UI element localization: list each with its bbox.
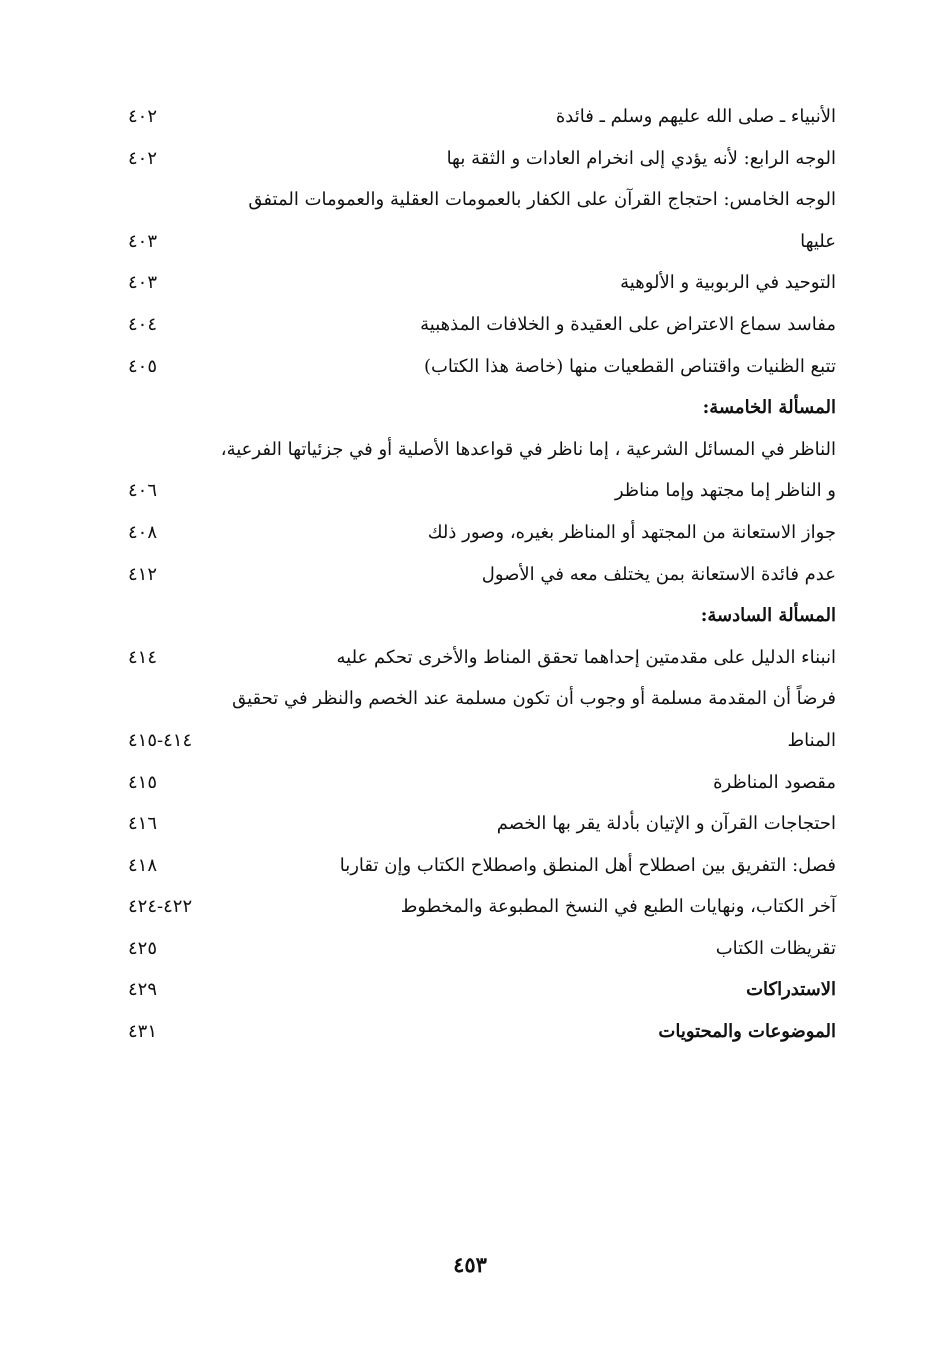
toc-entry-page: ٤١٢: [128, 563, 158, 585]
toc-entry-title: الناظر في المسائل الشرعية ، إما ناظر في قواعدها الأصلية أو في جزئياتها الفرعية،: [220, 438, 836, 460]
toc-entry-title: فرضاً أن المقدمة مسلمة أو وجوب أن تكون مسلمة عند الخصم والنظر في تحقيق: [232, 688, 836, 710]
toc-entry-title: التوحيد في الربوبية و الألوهية: [620, 272, 836, 294]
toc-entry: [128, 179, 836, 221]
toc-entry-page: ٤٠٨: [128, 521, 158, 543]
toc-entry-title: الوجه الخامس: احتجاج القرآن على الكفار بالعمومات العقلية والعمومات المتفق: [248, 189, 836, 211]
toc-entry-title: تقريظات الكتاب: [715, 937, 836, 959]
toc-entry: [128, 928, 836, 970]
toc-entry: [128, 262, 836, 304]
table-of-contents: [128, 96, 836, 1053]
toc-entry-page: ٤٠٦: [128, 480, 158, 502]
toc-entry: [128, 637, 836, 679]
toc-entry-title: الوجه الرابع: لأنه يؤدي إلى انخرام العادات و الثقة بها: [446, 147, 836, 169]
toc-entry: [128, 845, 836, 887]
toc-entry-title: احتجاجات القرآن و الإتيان بأدلة يقر بها الخصم: [496, 813, 836, 835]
toc-entry-page: ٤٢٢-٤٢٤: [128, 896, 193, 918]
toc-entry-page: ٤١٤-٤١٥: [128, 729, 193, 751]
toc-entry: [128, 720, 836, 762]
toc-entry-title: الاستدراكات: [746, 979, 836, 1001]
toc-entry-page: ٤٠٤: [128, 313, 158, 335]
toc-entry-page: ٤١٨: [128, 854, 158, 876]
toc-entry: [128, 221, 836, 263]
toc-entry-title: الموضوعات والمحتويات: [658, 1021, 836, 1043]
toc-entry-page: ٤٠٣: [128, 272, 158, 294]
toc-entry-title: و الناظر إما مجتهد وإما مناظر: [614, 480, 836, 502]
toc-entry-page: ٤٠٢: [128, 106, 158, 127]
page-number: ٤٥٣: [453, 1252, 487, 1277]
toc-entry: [128, 138, 836, 180]
toc-entry: [128, 304, 836, 346]
toc-entry: [128, 762, 836, 804]
toc-entry-title: عليها: [800, 230, 836, 252]
section-heading: [128, 595, 836, 637]
toc-entry-title: المسألة الخامسة:: [702, 397, 836, 419]
toc-entry-title: الأنبياء ـ صلى الله عليهم وسلم ـ فائدة: [555, 106, 836, 127]
toc-entry-page: ٤٢٩: [128, 979, 158, 1001]
toc-entry: [128, 969, 836, 1011]
toc-entry-page: ٤٠٣: [128, 230, 158, 252]
toc-entry-title: آخر الكتاب، ونهايات الطبع في النسخ المطبوعة والمخطوط: [400, 896, 836, 918]
toc-entry: [128, 803, 836, 845]
toc-entry: [128, 96, 836, 138]
section-heading: [128, 387, 836, 429]
toc-entry-title: مقصود المناظرة: [713, 771, 836, 793]
toc-entry-page: ٤٠٢: [128, 147, 158, 169]
toc-entry-title: عدم فائدة الاستعانة بمن يختلف معه في الأصول: [481, 563, 836, 585]
toc-entry-page: ٤١٥: [128, 771, 158, 793]
toc-entry-page: ٤٣١: [128, 1021, 158, 1043]
toc-entry: [128, 429, 836, 471]
toc-entry: [128, 346, 836, 388]
toc-entry: [128, 512, 836, 554]
toc-entry: [128, 1011, 836, 1053]
toc-entry: [128, 678, 836, 720]
toc-entry-title: مفاسد سماع الاعتراض على العقيدة و الخلافات المذهبية: [420, 313, 836, 335]
toc-entry: [128, 554, 836, 596]
toc-entry-title: المسألة السادسة:: [700, 605, 836, 627]
toc-entry-page: ٤١٤: [128, 646, 158, 668]
toc-entry-title: تتبع الظنيات واقتناص القطعيات منها (خاصة هذا الكتاب): [423, 355, 836, 377]
toc-entry-title: انبناء الدليل على مقدمتين إحداهما تحقق المناط والأخرى تحكم عليه: [336, 646, 836, 668]
toc-entry-title: المناط: [787, 729, 836, 751]
toc-entry-page: ٤٠٥: [128, 355, 158, 377]
toc-entry-page: ٤٢٥: [128, 937, 158, 959]
toc-entry: [128, 886, 836, 928]
toc-entry-title: جواز الاستعانة من المجتهد أو المناظر بغيره، وصور ذلك: [427, 521, 836, 543]
toc-entry-title: فصل: التفريق بين اصطلاح أهل المنطق واصطلاح الكتاب وإن تقاربا: [339, 854, 836, 876]
toc-entry: [128, 470, 836, 512]
toc-entry-page: ٤١٦: [128, 813, 158, 835]
